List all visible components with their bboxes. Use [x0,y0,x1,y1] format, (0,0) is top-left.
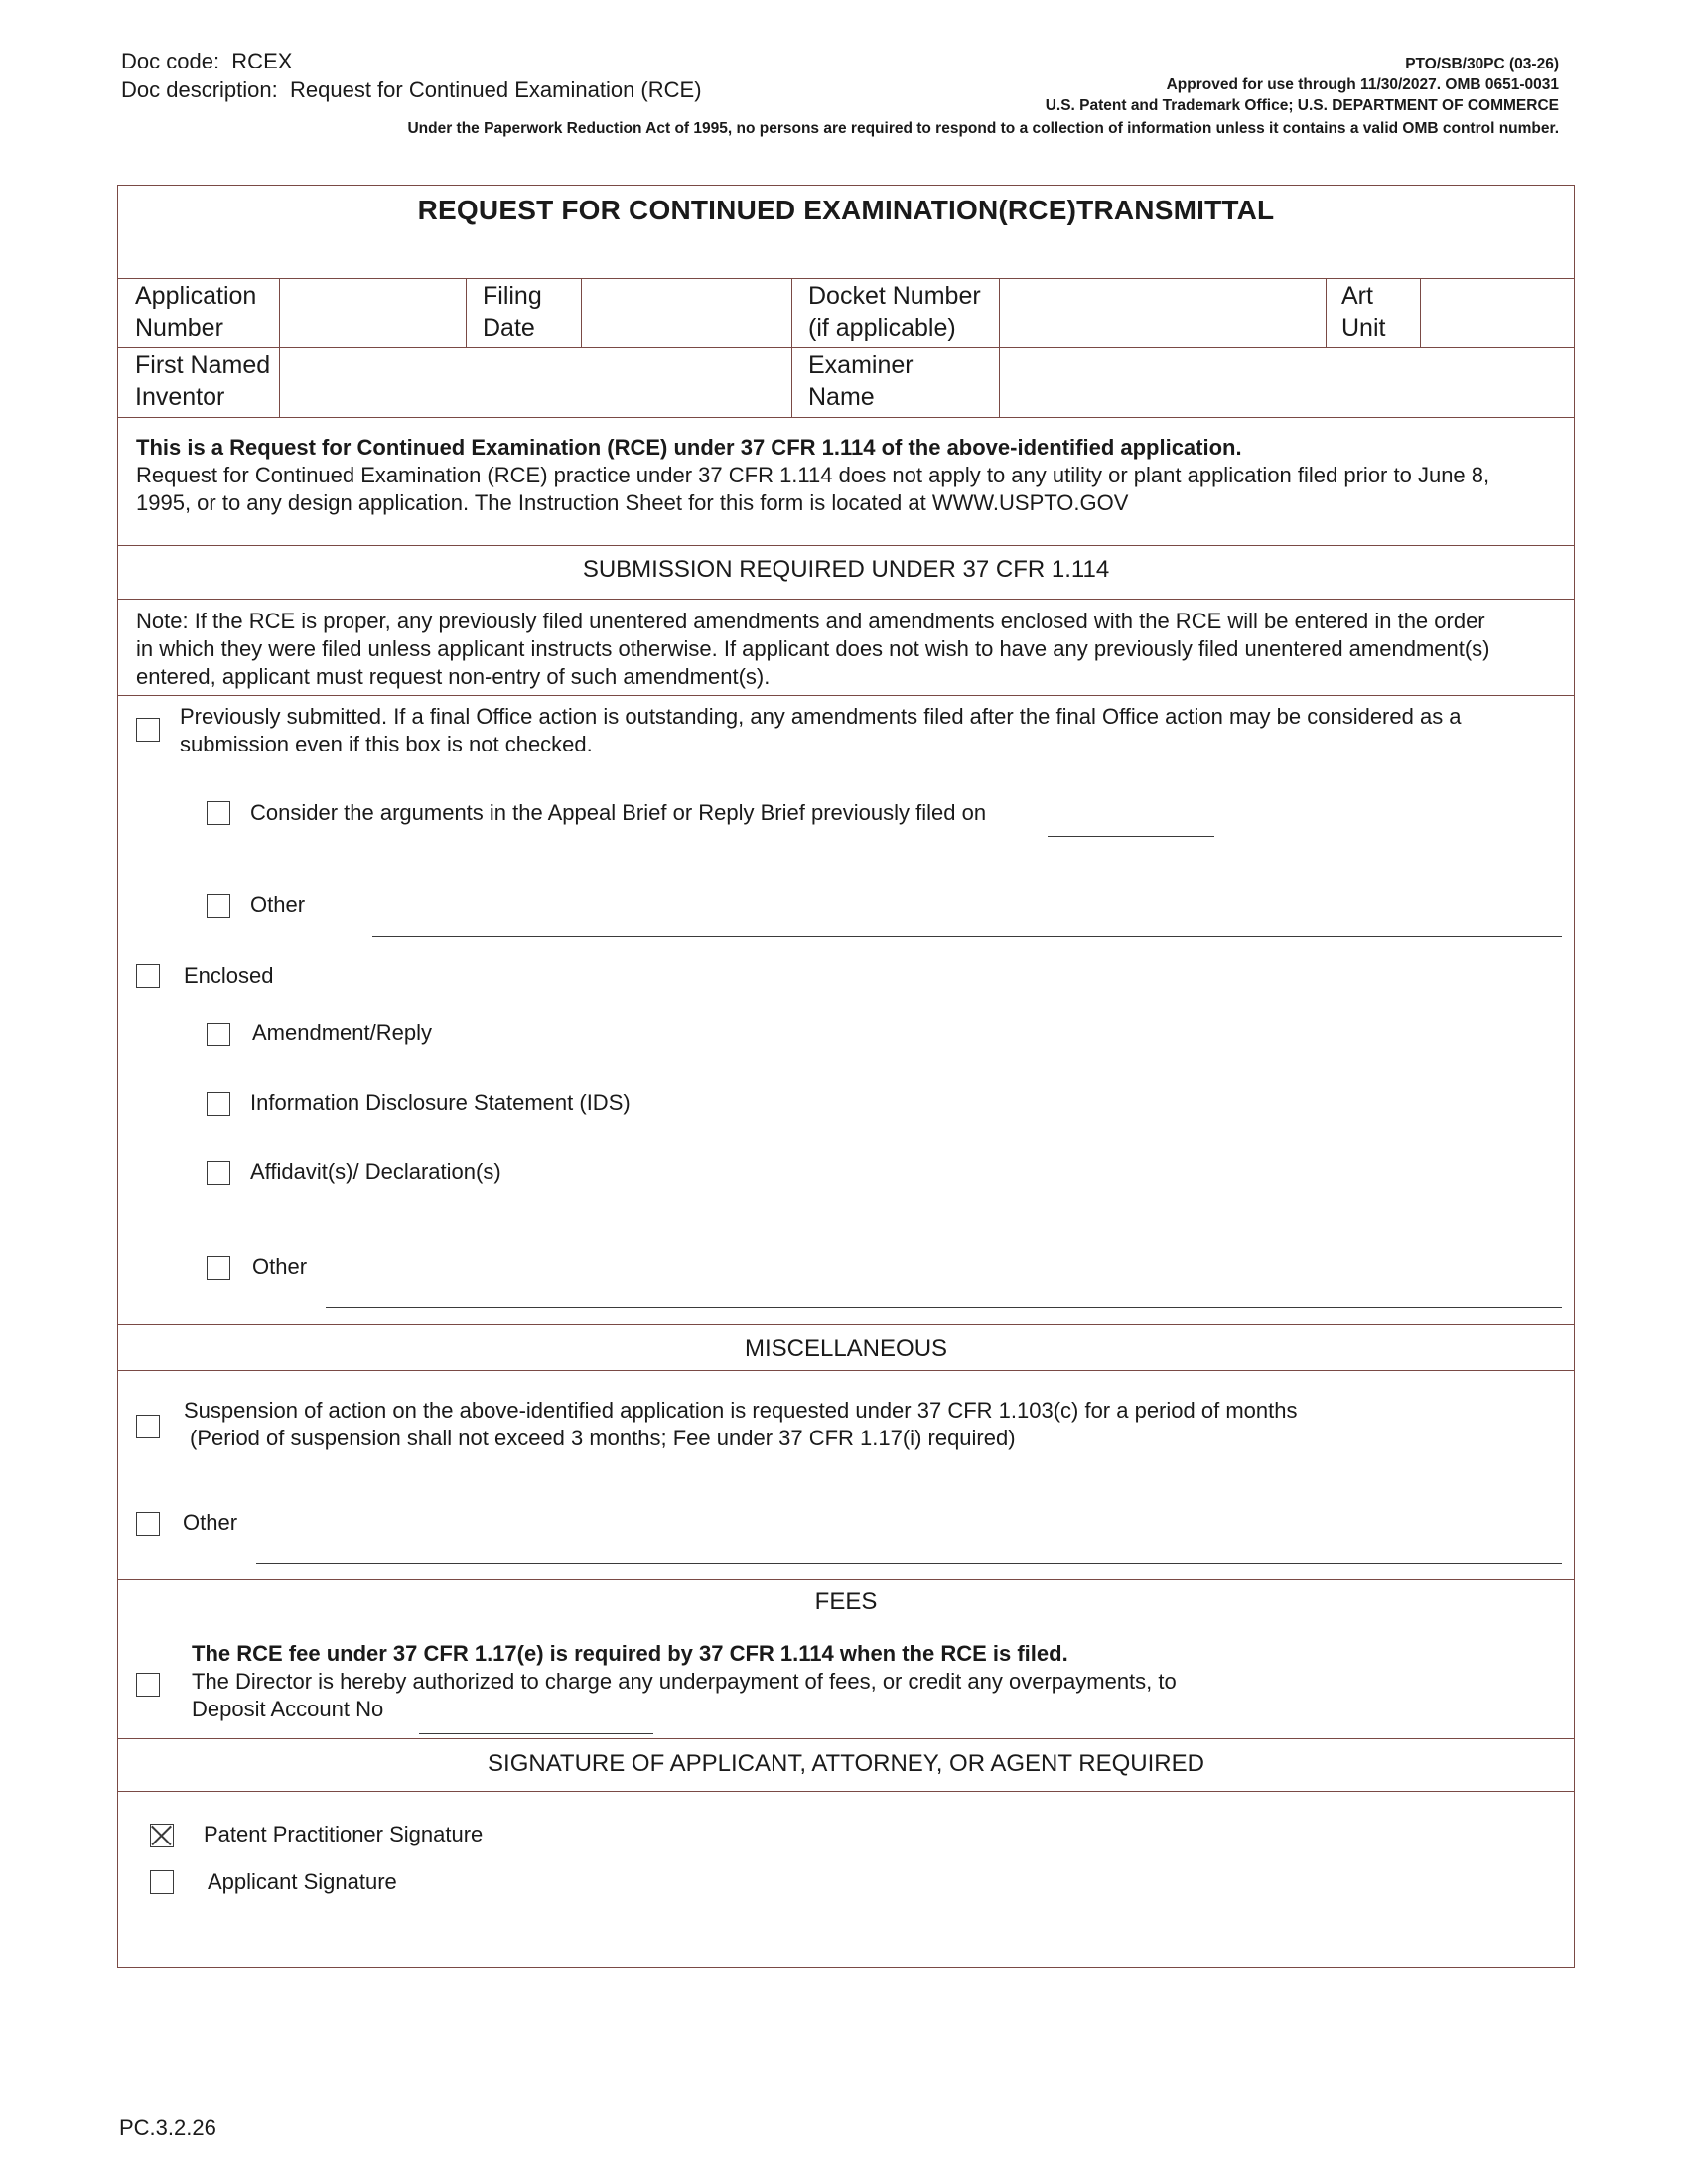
first-inventor-input[interactable] [281,349,789,415]
affidavits-label: Affidavit(s)/ Declaration(s) [250,1160,501,1184]
docket-number-label: Docket Number (if applicable) [808,282,981,341]
misc-other-line[interactable] [256,1563,1562,1564]
amendment-reply-checkbox[interactable] [207,1023,230,1046]
divider [117,1370,1575,1371]
other-enclosed-line[interactable] [326,1307,1562,1308]
deposit-account-line[interactable] [419,1733,653,1734]
misc-other-label: Other [183,1510,238,1535]
doc-code-value: RCEX [231,49,293,73]
amendment-reply-label: Amendment/Reply [252,1021,432,1045]
ids-checkbox[interactable] [207,1092,230,1116]
docket-number-input[interactable] [1001,280,1324,345]
divider [1326,278,1327,347]
other-enclosed-checkbox[interactable] [207,1256,230,1280]
previously-submitted-label: Previously submitted. If a final Office action is outstanding, any amendments filed after the final Office action may be considered as a submission even if this box is not checked. [180,704,1462,756]
other-enclosed-label: Other [252,1254,308,1279]
paperwork-notice: Under the Paperwork Reduction Act of 1995, no persons are required to respond to a collection of information unless it contains a valid OMB control number. [407,120,1559,137]
suspension-label: Suspension of action on the above-identified application is requested under 37 CFR 1.103(c) for a period of months (Period of suspension shall not exceed 3 months; Fee under 37 CFR 1.17(i) required) [184,1398,1298,1450]
form-title: REQUEST FOR CONTINUED EXAMINATION(RCE)TRANSMITTAL [417,195,1275,225]
divider [466,278,467,347]
submission-note: Note: If the RCE is proper, any previously filed unentered amendments and amendments enclosed with the RCE will be entered in the order in which they were filed unless applicant instructs otherwise. If applicant does not wish to have any previously filed unentered amendment(s) entered, applicant must request non-entry of such amendment(s). [136,609,1490,689]
practitioner-signature-label: Patent Practitioner Signature [204,1822,484,1846]
office-text: U.S. Patent and Trademark Office; U.S. DEPARTMENT OF COMMERCE [1045,97,1559,114]
examiner-name-label: Examiner Name [808,351,914,411]
fees-checkbox[interactable] [136,1673,160,1697]
submission-heading: SUBMISSION REQUIRED UNDER 37 CFR 1.114 [582,556,1110,583]
fees-heading: FEES [814,1588,878,1615]
divider [999,278,1000,417]
filing-date-input[interactable] [583,280,789,345]
approval-text: Approved for use through 11/30/2027. OMB 0651-0031 [1166,76,1559,93]
divider [791,278,792,417]
other-submitted-line[interactable] [372,936,1562,937]
enclosed-label: Enclosed [184,963,274,988]
doc-description-value: Request for Continued Examination (RCE) [289,77,702,102]
divider [117,1579,1575,1580]
other-submitted-label: Other [250,892,306,917]
divider [117,545,1575,546]
fees-text: The RCE fee under 37 CFR 1.17(e) is required by 37 CFR 1.114 when the RCE is filed. The Director is hereby authorized to charge any underpayment of fees, or credit any overpayments, to Deposit Account No [192,1641,1177,1721]
ids-label: Information Disclosure Statement (IDS) [250,1090,631,1115]
form-number: PTO/SB/30PC (03-26) [1405,56,1559,72]
other-submitted-checkbox[interactable] [207,894,230,918]
applicant-signature-label: Applicant Signature [208,1869,397,1894]
divider [117,695,1575,696]
consider-arguments-checkbox[interactable] [207,801,230,825]
appeal-brief-date-line[interactable] [1048,836,1214,837]
doc-description-line [121,75,702,104]
footer-code: PC.3.2.26 [119,2116,216,2140]
divider [581,278,582,347]
consider-arguments-label: Consider the arguments in the Appeal Brief or Reply Brief previously filed on [250,800,987,825]
enclosed-checkbox[interactable] [136,964,160,988]
examiner-name-input[interactable] [1001,349,1573,415]
divider [117,599,1575,600]
doc-code-line [121,47,292,75]
signature-heading: SIGNATURE OF APPLICANT, ATTORNEY, OR AGENT REQUIRED [488,1750,1204,1777]
divider [1420,278,1421,347]
doc-description-label: Doc description: [121,77,278,102]
art-unit-input[interactable] [1422,280,1573,345]
misc-other-checkbox[interactable] [136,1512,160,1536]
doc-code-label: Doc code: [121,49,220,73]
divider [117,278,1575,279]
divider [117,347,1575,348]
application-number-input[interactable] [281,280,464,345]
first-inventor-label: First Named Inventor [135,351,271,411]
miscellaneous-heading: MISCELLANEOUS [744,1335,948,1362]
divider [117,417,1575,418]
divider [117,1738,1575,1739]
divider [279,278,280,417]
practitioner-signature-checkbox[interactable] [150,1824,174,1847]
affidavits-checkbox[interactable] [207,1161,230,1185]
divider [117,1324,1575,1325]
filing-date-label: Filing Date [483,282,542,341]
intro-text: This is a Request for Continued Examination (RCE) under 37 CFR 1.114 of the above-identified application. Request for Continued Examination (RCE) practice under 37 CFR 1.114 does not apply to any utility or plant application filed prior to June 8, 1995, or to any design application. The Instruction Sheet for this form is located at WWW.USPTO.GOV [136,435,1490,515]
divider [117,1791,1575,1792]
applicant-signature-checkbox[interactable] [150,1870,174,1894]
previously-submitted-checkbox[interactable] [136,718,160,742]
suspension-checkbox[interactable] [136,1415,160,1438]
art-unit-label: Art Unit [1341,282,1386,341]
application-number-label: Application Number [135,282,257,341]
